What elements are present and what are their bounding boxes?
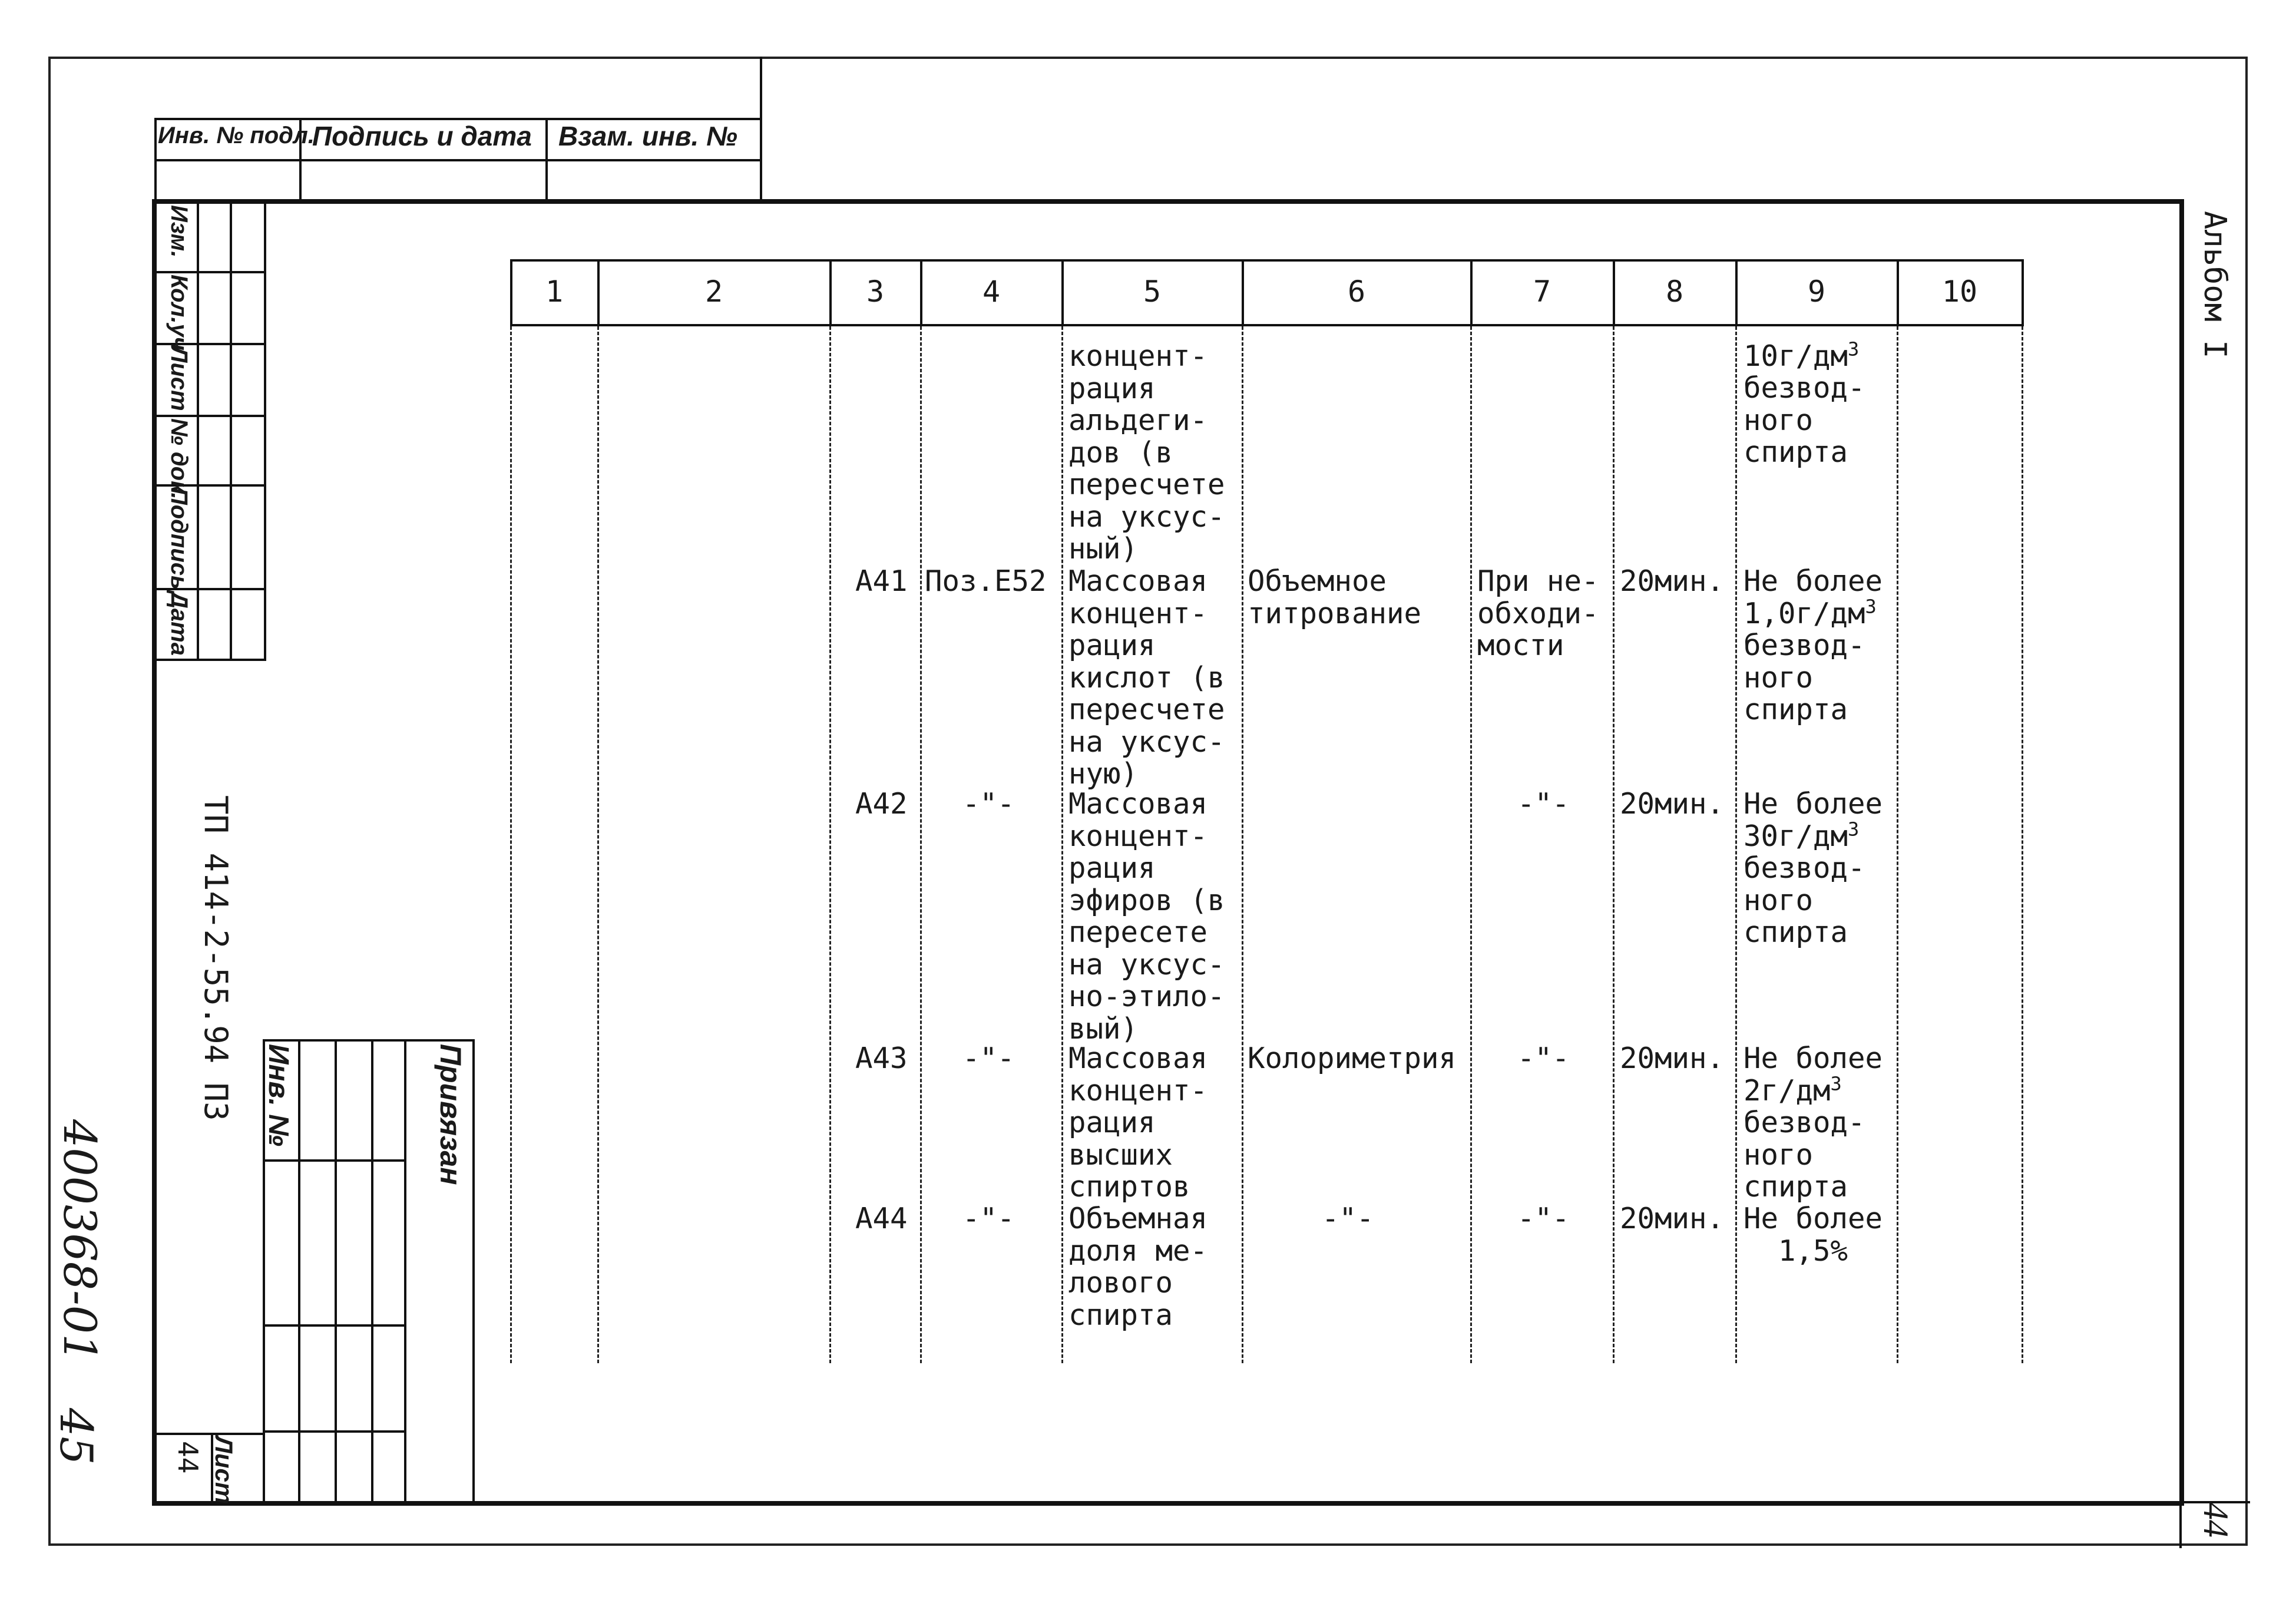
handwritten-code: 400368-01 xyxy=(54,1119,106,1363)
col-header-2: 2 xyxy=(704,275,723,309)
table-row-4-c4: -"- xyxy=(962,1202,1015,1235)
table-row-2-c5: Массовая концент- рация эфиров (в пересете на уксус- но-этило- вый) xyxy=(1068,787,1225,1046)
table-row-3-c8: 20мин. xyxy=(1620,1042,1725,1075)
table-row-4-c3: А44 xyxy=(855,1202,908,1235)
table-row-4-c6: -"- xyxy=(1322,1202,1374,1235)
table-row-3-c4: -"- xyxy=(962,1042,1015,1075)
col-header-8: 8 xyxy=(1665,275,1684,309)
table-row-0-c9a: $10г/дм^3$ xyxy=(1743,338,1860,373)
table-row-0-c5: концент- рация альдеги- дов (в пересчете на уксус- ный) xyxy=(1068,339,1225,566)
col-header-9: 9 xyxy=(1807,275,1826,309)
table-row-2-c9b: безвод- ного спирта xyxy=(1743,851,1865,949)
table-row-3-c9b: безвод- ного спирта xyxy=(1743,1106,1865,1204)
right-sheet-number: 44 xyxy=(2196,1502,2235,1538)
col-header-3: 3 xyxy=(866,275,885,309)
stamp-ndok: № док. xyxy=(166,418,192,500)
album-label: Альбом I xyxy=(2197,211,2232,359)
table-row-3-c6: Колориметрия xyxy=(1248,1042,1457,1075)
stamp-list: Лист xyxy=(166,346,192,411)
table-row-1-c7: При не- обходи- мости xyxy=(1477,564,1599,662)
table-row-2-c3: А42 xyxy=(855,787,908,821)
sheet-cell-number: 44 xyxy=(172,1441,204,1474)
col-header-7: 7 xyxy=(1533,275,1551,309)
stamp-izm: Изм. xyxy=(166,205,192,258)
table-row-2-c8: 20мин. xyxy=(1620,787,1725,821)
table-row-1-c3: А41 xyxy=(855,564,908,598)
handwritten-page: 45 xyxy=(50,1408,102,1465)
stamp-signature-label: Подпись и дата xyxy=(312,121,532,151)
table-row-3-c5: Массовая концент- рация высших спиртов xyxy=(1068,1042,1208,1204)
table-row-3-c9a: Не более $2г/дм^3$ xyxy=(1743,1042,1883,1108)
table-row-1-c8: 20мин. xyxy=(1620,564,1725,598)
table-row-2-c4: -"- xyxy=(962,787,1015,821)
col-header-5: 5 xyxy=(1143,275,1162,309)
stamp-podpis: Подпись xyxy=(166,488,192,590)
table-row-0-c9b: безвод- ного спирта xyxy=(1743,371,1865,469)
stamp-inv-label: Инв. № подл. xyxy=(158,123,315,148)
table-row-3-c7: -"- xyxy=(1517,1042,1570,1075)
table-row-4-c5: Объемная доля ме- лового спирта xyxy=(1068,1202,1208,1332)
table-row-1-c9b: безвод- ного спирта xyxy=(1743,629,1865,726)
col-header-1: 1 xyxy=(545,275,564,309)
table-row-2-c9a: Не более $30г/дм^3$ xyxy=(1743,787,1883,853)
col-header-4: 4 xyxy=(982,275,1001,309)
table-row-1-c5: Массовая концент- рация кислот (в пересчете на уксус- ную) xyxy=(1068,564,1225,791)
stamp-replace-label: Взам. инв. № xyxy=(558,121,737,151)
table-row-1-c4: Поз.Е52 xyxy=(925,564,1047,598)
table-row-4-c8: 20мин. xyxy=(1620,1202,1725,1235)
table-row-4-c9a: Не более 1,5% xyxy=(1743,1202,1883,1268)
table-row-1-c6: Объемное титрование xyxy=(1248,564,1422,630)
col-header-10: 10 xyxy=(1941,275,1978,309)
sheet-cell-label: Лист xyxy=(210,1436,238,1505)
stamp-koluch: Кол.уч xyxy=(166,275,192,351)
table-row-1-c9a: Не более $1,0г/дм^3$ xyxy=(1743,564,1883,630)
binding-inv-label: Инв. № xyxy=(263,1044,294,1147)
table-row-2-c7: -"- xyxy=(1517,787,1570,821)
document-code: ТП 414-2-55.94 ПЗ xyxy=(197,795,234,1121)
binding-label: Привязан xyxy=(434,1044,467,1185)
table-row-3-c3: А43 xyxy=(855,1042,908,1075)
col-header-6: 6 xyxy=(1347,275,1366,309)
table-row-4-c7: -"- xyxy=(1517,1202,1570,1235)
stamp-data: Дата xyxy=(166,591,192,656)
